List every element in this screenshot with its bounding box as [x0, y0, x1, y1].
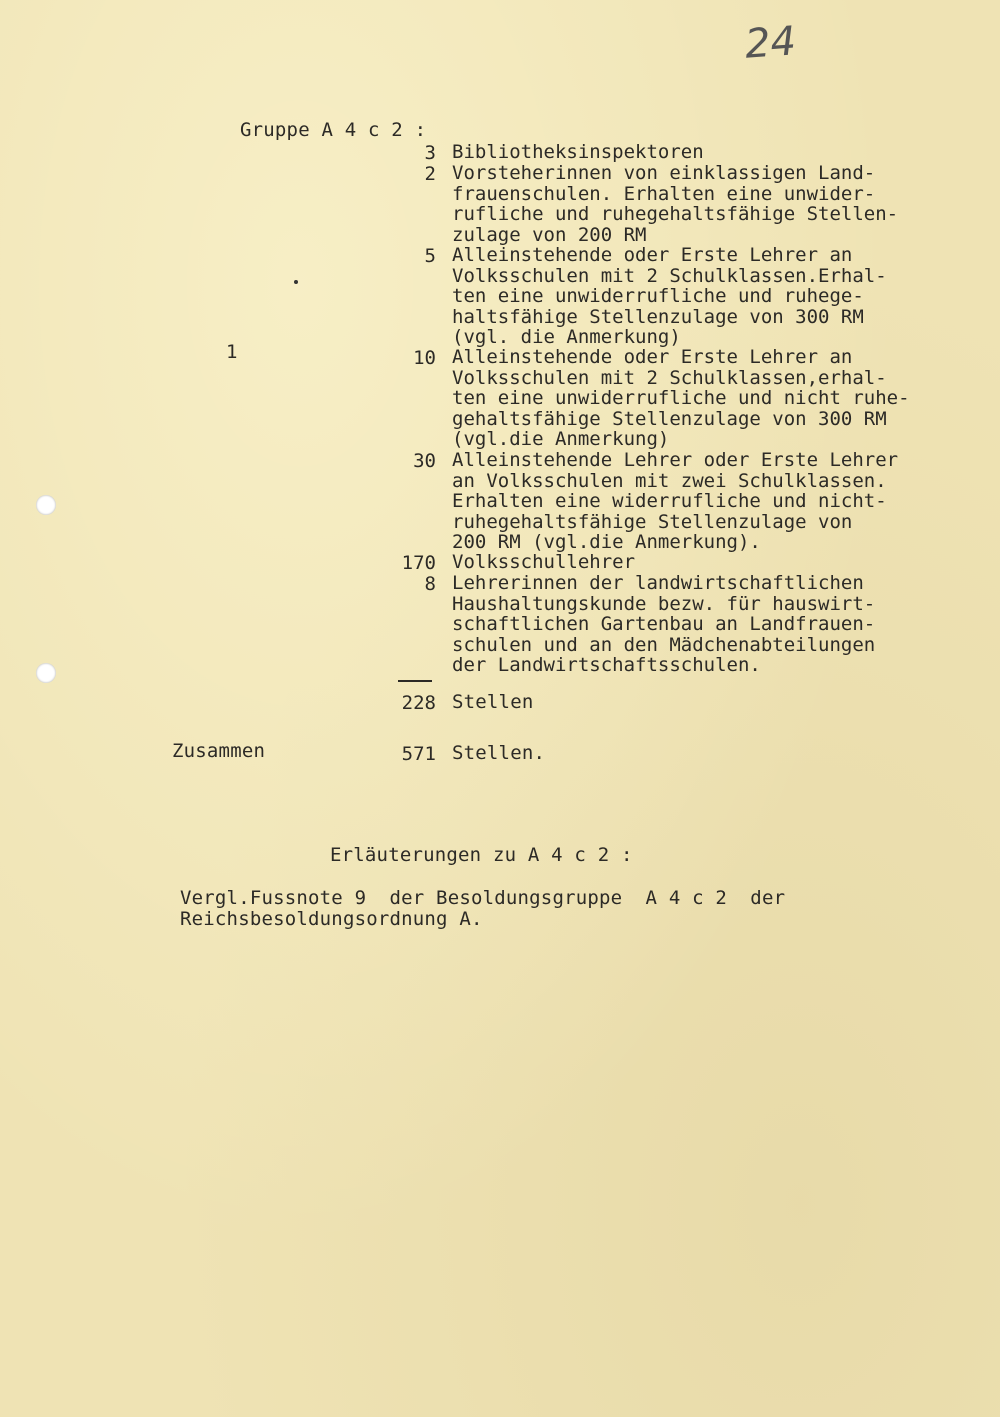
entry-line: an Volksschulen mit zwei Schulklassen.: [452, 469, 887, 492]
subtotal-rule: [398, 680, 432, 682]
entry-count: 10: [413, 347, 436, 369]
entry-count: 170: [401, 552, 436, 574]
entry-line: Lehrerinnen der landwirtschaftlichen: [452, 572, 864, 594]
entry-line: 200 RM (vgl.die Anmerkung).: [452, 531, 761, 553]
entry-line: der Landwirtschaftsschulen.: [452, 654, 761, 676]
punch-hole-lower: [36, 663, 56, 683]
notes-line: Reichsbesoldungsordnung A.: [180, 908, 483, 930]
entry-line: Volksschulen mit 2 Schulklassen,erhal-: [452, 366, 887, 389]
page-number: 24: [743, 18, 798, 68]
entry-line: Vorsteherinnen von einklassigen Land-: [452, 162, 876, 184]
entry-line: ten eine unwiderrufliche und nicht ruhe-: [452, 387, 910, 409]
subtotal-label: Stellen: [452, 691, 534, 713]
ink-dot: [294, 280, 298, 284]
punch-hole-upper: [36, 495, 56, 515]
entry-line: Erhalten eine widerrufliche und nicht-: [452, 490, 887, 512]
entry-line: Haushaltungskunde bezw. für hauswirt-: [452, 592, 876, 615]
total-unit: Stellen.: [452, 742, 546, 764]
entry-text: [452, 573, 875, 676]
total-label: Zusammen: [172, 740, 266, 762]
entry-count: 5: [424, 245, 436, 267]
entry-line: Alleinstehende oder Erste Lehrer an: [452, 244, 853, 266]
entry-line: schaftlichen Gartenbau an Landfrauen-: [452, 613, 876, 635]
entry-count: 3: [424, 142, 436, 164]
entry-line: Volksschullehrer: [452, 551, 636, 573]
entry-line: Volksschulen mit 2 Schulklassen.Erhal-: [452, 264, 887, 287]
entry-line: gehaltsfähige Stellenzulage von 300 RM: [452, 407, 887, 430]
entry-count: 8: [424, 573, 436, 595]
total-count: 571: [401, 743, 436, 765]
entry-line: schulen und an den Mädchenabteilungen: [452, 633, 876, 656]
entry-text: [452, 245, 887, 348]
entry-line: zulage von 200 RM: [452, 223, 647, 246]
entry-text: [452, 552, 635, 573]
subtotal-count: 228: [401, 692, 436, 714]
entry-count: 2: [424, 163, 436, 185]
entry-line: ten eine unwiderrufliche und ruhege-: [452, 285, 864, 307]
entry-line: (vgl. die Anmerkung): [452, 326, 681, 348]
entry-text: [452, 163, 898, 245]
entry-text: [452, 347, 910, 450]
entry-line: Alleinstehende Lehrer oder Erste Lehrer: [452, 449, 899, 471]
notes-heading: Erläuterungen zu A 4 c 2 :: [330, 844, 633, 866]
entry-line: Alleinstehende oder Erste Lehrer an: [452, 346, 853, 368]
group-heading: Gruppe A 4 c 2 :: [240, 119, 427, 141]
entry-line: (vgl.die Anmerkung): [452, 428, 670, 450]
entry-count: 30: [413, 450, 436, 472]
entry-line: Bibliotheksinspektoren: [452, 141, 704, 163]
notes-line: Vergl.Fussnote 9 der Besoldungsgruppe A 4 c 2 der: [180, 887, 786, 909]
entry-line: ruhegehaltsfähige Stellenzulage von: [452, 510, 853, 533]
entry-text: [452, 450, 898, 553]
entry-line: rufliche und ruhegehaltsfähige Stellen-: [452, 203, 899, 225]
entry-line: haltsfähige Stellenzulage von 300 RM: [452, 305, 864, 328]
entry-text: [452, 142, 704, 163]
entry-line: frauenschulen. Erhalten eine unwider-: [452, 182, 876, 205]
margin-mark: 1: [226, 341, 238, 363]
